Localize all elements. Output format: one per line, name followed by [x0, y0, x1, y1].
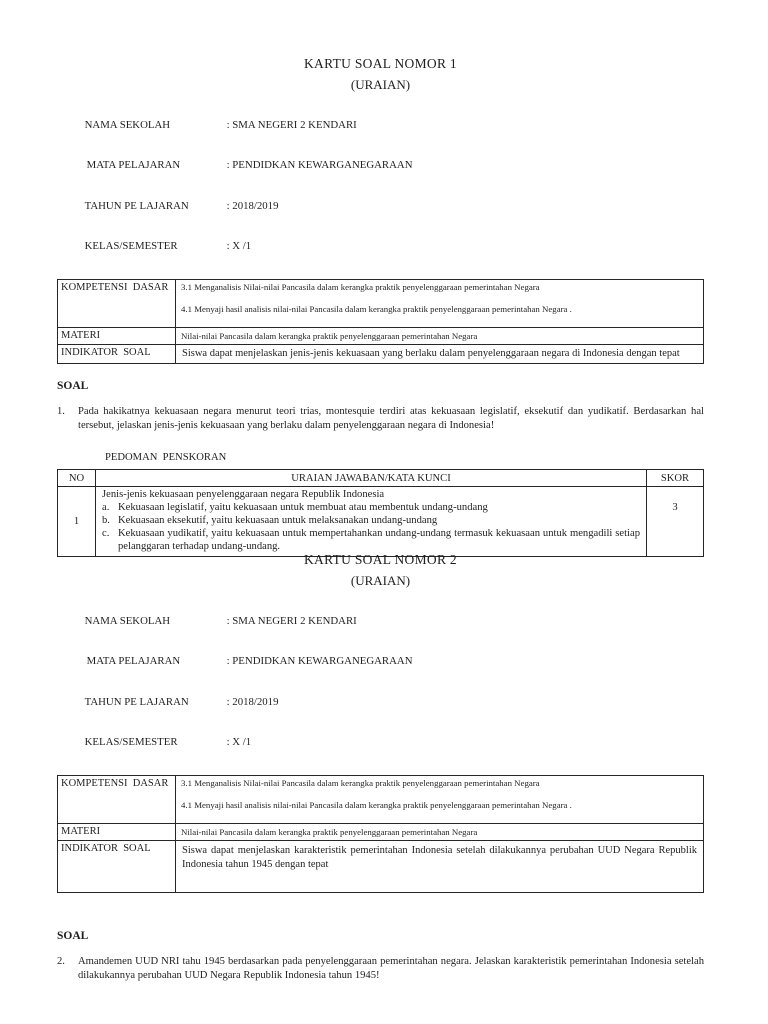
answer-item-c — [102, 527, 640, 553]
meta-label: TAHUN PE LAJARAN — [84, 695, 189, 708]
question-2 — [57, 955, 704, 982]
scoring-header-skor: SKOR — [647, 470, 704, 487]
kd-line-2: 4.1 Menyaji hasil analisis nilai-nilai Pancasila dalam kerangka praktik penyelenggaraan pemerintahan Negara . — [181, 800, 572, 810]
kd-line-1: 3.1 Menganalisis Nilai-nilai Pancasila dalam kerangka praktik penyelenggaraan pemerintahan Negara — [181, 282, 540, 292]
question-2-text: Amandemen UUD NRI tahu 1945 berdasarkan pada penyelenggaraan pemerintahan negara. Jelaskan karakteristik pemerintahan Indonesia setelah dilakukannya perubahan UUD Negara Republik Indonesia tahun 1945! — [78, 956, 704, 981]
indikator-soal-label: INDIKATOR SOAL — [58, 841, 176, 893]
card-1-info-table — [57, 279, 704, 364]
question-1 — [57, 405, 704, 432]
question-1-number: 1. — [57, 406, 65, 417]
scoring-header-row — [58, 470, 704, 487]
answer-marker: c. — [102, 528, 110, 539]
card-1-title: KARTU SOAL NOMOR 1 — [304, 56, 457, 71]
answer-text: Kekuasaan legislatif, yaitu kekuasaan untuk membuat atau membentuk undang-undang — [118, 502, 488, 513]
meta-value: : PENDIDKAN KEWARGANEGARAAN — [226, 655, 413, 667]
card-2-header-fields — [63, 601, 704, 763]
meta-value: : X /1 — [226, 240, 252, 252]
kompetensi-dasar-row — [58, 280, 704, 328]
kd-line-2: 4.1 Menyaji hasil analisis nilai-nilai Pancasila dalam kerangka praktik penyelenggaraan pemerintahan Negara . — [181, 304, 572, 314]
indikator-soal-label: INDIKATOR SOAL — [58, 345, 176, 364]
scoring-answer-cell — [96, 487, 647, 557]
kartu-soal-2 — [57, 552, 704, 982]
materi-row — [58, 824, 704, 841]
meta-value: : SMA NEGERI 2 KENDARI — [226, 614, 357, 627]
soal-heading-2: SOAL — [57, 930, 89, 942]
materi-content: Nilai-nilai Pancasila dalam kerangka praktik penyelenggaraan pemerintahan Negara — [176, 328, 704, 345]
meta-label: NAMA SEKOLAH — [84, 118, 171, 131]
meta-row-tahun-pelajaran — [63, 186, 704, 227]
kompetensi-dasar-content — [176, 776, 704, 824]
question-1-text: Pada hakikatnya kekuasaan negara menurut teori trias, montesquie terdiri atas kekuasaan legislatif, eksekutif dan yudikatif. Berdasarkan hal tersebut, jelaskan jenis-jenis kekuasaan yang berlaku dalam penyelenggaraan negara di Indonesia! — [78, 406, 704, 431]
indikator-soal-content: Siswa dapat menjelaskan jenis-jenis kekuasaan yang berlaku dalam penyelenggaraan negara di Indonesia dengan tepat — [176, 345, 704, 364]
meta-value: : 2018/2019 — [226, 695, 279, 708]
pedoman-penskoran-table — [57, 469, 704, 557]
card-2-subtitle: (URAIAN) — [350, 573, 411, 588]
answer-item-a — [102, 501, 640, 514]
soal-heading-1: SOAL — [57, 380, 89, 392]
materi-label: MATERI — [58, 824, 176, 841]
scoring-header-uraian: URAIAN JAWABAN/KATA KUNCI — [96, 470, 647, 487]
indikator-soal-row — [58, 841, 704, 893]
scoring-header-no: NO — [58, 470, 96, 487]
meta-row-kelas-semester — [63, 723, 704, 764]
question-2-number: 2. — [57, 956, 65, 967]
meta-value: : SMA NEGERI 2 KENDARI — [226, 118, 357, 131]
meta-value: : X /1 — [226, 736, 252, 748]
kartu-soal-1 — [57, 56, 704, 557]
meta-row-nama-sekolah — [63, 105, 704, 146]
answer-marker: a. — [102, 502, 110, 513]
kompetensi-dasar-label: KOMPETENSI DASAR — [58, 280, 176, 328]
meta-value: : PENDIDKAN KEWARGANEGARAAN — [226, 159, 413, 171]
meta-label: MATA PELAJARAN — [86, 655, 181, 667]
card-2-title: KARTU SOAL NOMOR 2 — [304, 552, 457, 567]
meta-label: KELAS/SEMESTER — [84, 736, 178, 748]
card-2-info-table — [57, 775, 704, 893]
kompetensi-dasar-content — [176, 280, 704, 328]
answer-text: Kekuasaan yudikatif, yaitu kekuasaan untuk mempertahankan undang-undang termasuk kekuasaan untuk mengadili setiap pelanggaran terhadap undang-undang. — [118, 528, 640, 552]
materi-row — [58, 328, 704, 345]
scoring-body-row — [58, 487, 704, 557]
meta-label: KELAS/SEMESTER — [84, 240, 178, 252]
meta-row-nama-sekolah — [63, 601, 704, 642]
meta-label: TAHUN PE LAJARAN — [84, 199, 189, 212]
meta-label: NAMA SEKOLAH — [84, 614, 171, 627]
kompetensi-dasar-label: KOMPETENSI DASAR — [58, 776, 176, 824]
card-1-subtitle: (URAIAN) — [350, 77, 411, 92]
meta-row-kelas-semester — [63, 227, 704, 268]
indikator-soal-row — [58, 345, 704, 364]
kd-line-1: 3.1 Menganalisis Nilai-nilai Pancasila dalam kerangka praktik penyelenggaraan pemerintahan Negara — [181, 778, 540, 788]
meta-label: MATA PELAJARAN — [86, 159, 181, 171]
meta-row-mata-pelajaran — [63, 146, 704, 187]
answer-text: Kekuasaan eksekutif, yaitu kekuasaan untuk melaksanakan undang-undang — [118, 515, 438, 526]
materi-content: Nilai-nilai Pancasila dalam kerangka praktik penyelenggaraan pemerintahan Negara — [176, 824, 704, 841]
answer-item-b — [102, 514, 640, 527]
meta-row-tahun-pelajaran — [63, 682, 704, 723]
answer-intro: Jenis-jenis kekuasaan penyelenggaraan negara Republik Indonesia — [102, 489, 385, 500]
materi-label: MATERI — [58, 328, 176, 345]
kompetensi-dasar-row — [58, 776, 704, 824]
answer-marker: b. — [102, 515, 110, 526]
scoring-no-cell: 1 — [58, 487, 96, 557]
scoring-skor-cell: 3 — [647, 487, 704, 557]
card-1-header-fields — [63, 105, 704, 267]
pedoman-penskoran-heading: PEDOMAN PENSKORAN — [105, 452, 227, 463]
meta-row-mata-pelajaran — [63, 642, 704, 683]
meta-value: : 2018/2019 — [226, 199, 279, 212]
indikator-soal-content: Siswa dapat menjelaskan karakteristik pemerintahan Indonesia setelah dilakukannya perubahan UUD Negara Republik Indonesia tahun 1945 dengan tepat — [176, 841, 704, 893]
